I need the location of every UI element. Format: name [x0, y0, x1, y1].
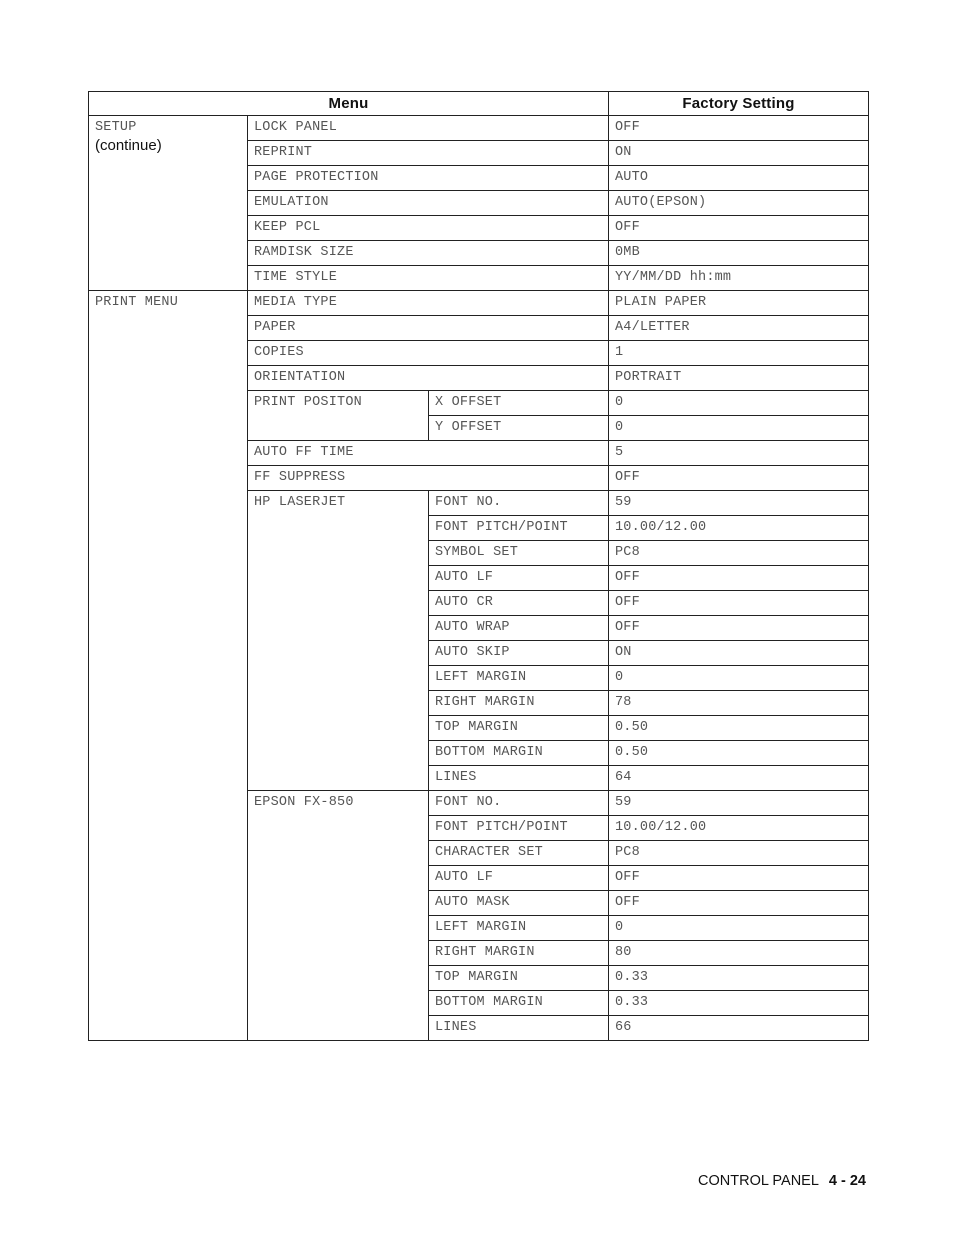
setting-group-name: PRINT POSITON — [248, 391, 429, 441]
setting-value: 0.33 — [609, 966, 869, 991]
footer-section-title: CONTROL PANEL — [698, 1173, 819, 1189]
setting-value: ON — [609, 141, 869, 166]
setting-value: 64 — [609, 766, 869, 791]
setting-value: 10.00/12.00 — [609, 816, 869, 841]
sub-setting-name: FONT PITCH/POINT — [429, 516, 609, 541]
sub-setting-name: BOTTOM MARGIN — [429, 741, 609, 766]
setting-value: OFF — [609, 866, 869, 891]
setting-value: PLAIN PAPER — [609, 291, 869, 316]
setting-value: 59 — [609, 791, 869, 816]
setting-name: EMULATION — [248, 191, 609, 216]
page-number: 4 - 24 — [828, 1173, 866, 1189]
menu-column-header: Menu — [89, 92, 609, 116]
setting-value: OFF — [609, 591, 869, 616]
setting-name: ORIENTATION — [248, 366, 609, 391]
sub-setting-name: Y OFFSET — [429, 416, 609, 441]
setting-value: A4/LETTER — [609, 316, 869, 341]
setting-name: COPIES — [248, 341, 609, 366]
setting-group-name: EPSON FX-850 — [248, 791, 429, 1041]
setting-value: 80 — [609, 941, 869, 966]
factory-setting-column-header: Factory Setting — [609, 92, 869, 116]
setting-value: AUTO — [609, 166, 869, 191]
sub-setting-name: RIGHT MARGIN — [429, 941, 609, 966]
sub-setting-name: FONT PITCH/POINT — [429, 816, 609, 841]
sub-setting-name: AUTO WRAP — [429, 616, 609, 641]
setting-value: 5 — [609, 441, 869, 466]
table-row — [89, 116, 869, 141]
sub-setting-name: LEFT MARGIN — [429, 666, 609, 691]
sub-setting-name: CHARACTER SET — [429, 841, 609, 866]
sub-setting-name: X OFFSET — [429, 391, 609, 416]
sub-setting-name: BOTTOM MARGIN — [429, 991, 609, 1016]
setup-section-cell — [89, 116, 248, 291]
setting-value: PORTRAIT — [609, 366, 869, 391]
setting-name: REPRINT — [248, 141, 609, 166]
sub-setting-name: AUTO LF — [429, 566, 609, 591]
sub-setting-name: TOP MARGIN — [429, 966, 609, 991]
setting-group-name: HP LASERJET — [248, 491, 429, 791]
setting-value: 66 — [609, 1016, 869, 1041]
table-row — [89, 291, 869, 316]
sub-setting-name: RIGHT MARGIN — [429, 691, 609, 716]
setting-value: OFF — [609, 891, 869, 916]
setting-value: AUTO(EPSON) — [609, 191, 869, 216]
setting-value: 0.50 — [609, 741, 869, 766]
sub-setting-name: TOP MARGIN — [429, 716, 609, 741]
setting-name: FF SUPPRESS — [248, 466, 609, 491]
print-menu-section-cell: PRINT MENU — [89, 291, 248, 1041]
setting-value: 0 — [609, 666, 869, 691]
setting-value: 1 — [609, 341, 869, 366]
setting-name: PAPER — [248, 316, 609, 341]
setting-name: TIME STYLE — [248, 266, 609, 291]
setting-value: ON — [609, 641, 869, 666]
setting-name: LOCK PANEL — [248, 116, 609, 141]
sub-setting-name: AUTO MASK — [429, 891, 609, 916]
sub-setting-name: AUTO CR — [429, 591, 609, 616]
setting-name: RAMDISK SIZE — [248, 241, 609, 266]
sub-setting-name: FONT NO. — [429, 491, 609, 516]
sub-setting-name: FONT NO. — [429, 791, 609, 816]
sub-setting-name: AUTO SKIP — [429, 641, 609, 666]
setting-name: AUTO FF TIME — [248, 441, 609, 466]
page-footer — [698, 1173, 866, 1189]
sub-setting-name: SYMBOL SET — [429, 541, 609, 566]
setting-value: OFF — [609, 466, 869, 491]
sub-setting-name: AUTO LF — [429, 866, 609, 891]
setting-value: OFF — [609, 616, 869, 641]
setting-value: YY/MM/DD hh:mm — [609, 266, 869, 291]
setup-section-name: SETUP — [95, 120, 137, 135]
setting-name: MEDIA TYPE — [248, 291, 609, 316]
sub-setting-name: LINES — [429, 1016, 609, 1041]
setting-value: OFF — [609, 216, 869, 241]
setting-value: 78 — [609, 691, 869, 716]
setting-value: 0.50 — [609, 716, 869, 741]
setting-value: OFF — [609, 116, 869, 141]
setting-value: 10.00/12.00 — [609, 516, 869, 541]
setting-value: 0.33 — [609, 991, 869, 1016]
setting-value: PC8 — [609, 541, 869, 566]
setting-value: PC8 — [609, 841, 869, 866]
setting-value: 0MB — [609, 241, 869, 266]
setting-value: 59 — [609, 491, 869, 516]
setting-name: PAGE PROTECTION — [248, 166, 609, 191]
sub-setting-name: LINES — [429, 766, 609, 791]
table-header-row — [89, 92, 869, 116]
setting-value: 0 — [609, 416, 869, 441]
sub-setting-name: LEFT MARGIN — [429, 916, 609, 941]
menu-settings-table — [88, 91, 869, 1041]
setting-value: 0 — [609, 391, 869, 416]
setting-name: KEEP PCL — [248, 216, 609, 241]
setting-value: 0 — [609, 916, 869, 941]
setup-continue-note: (continue) — [95, 137, 162, 154]
setting-value: OFF — [609, 566, 869, 591]
